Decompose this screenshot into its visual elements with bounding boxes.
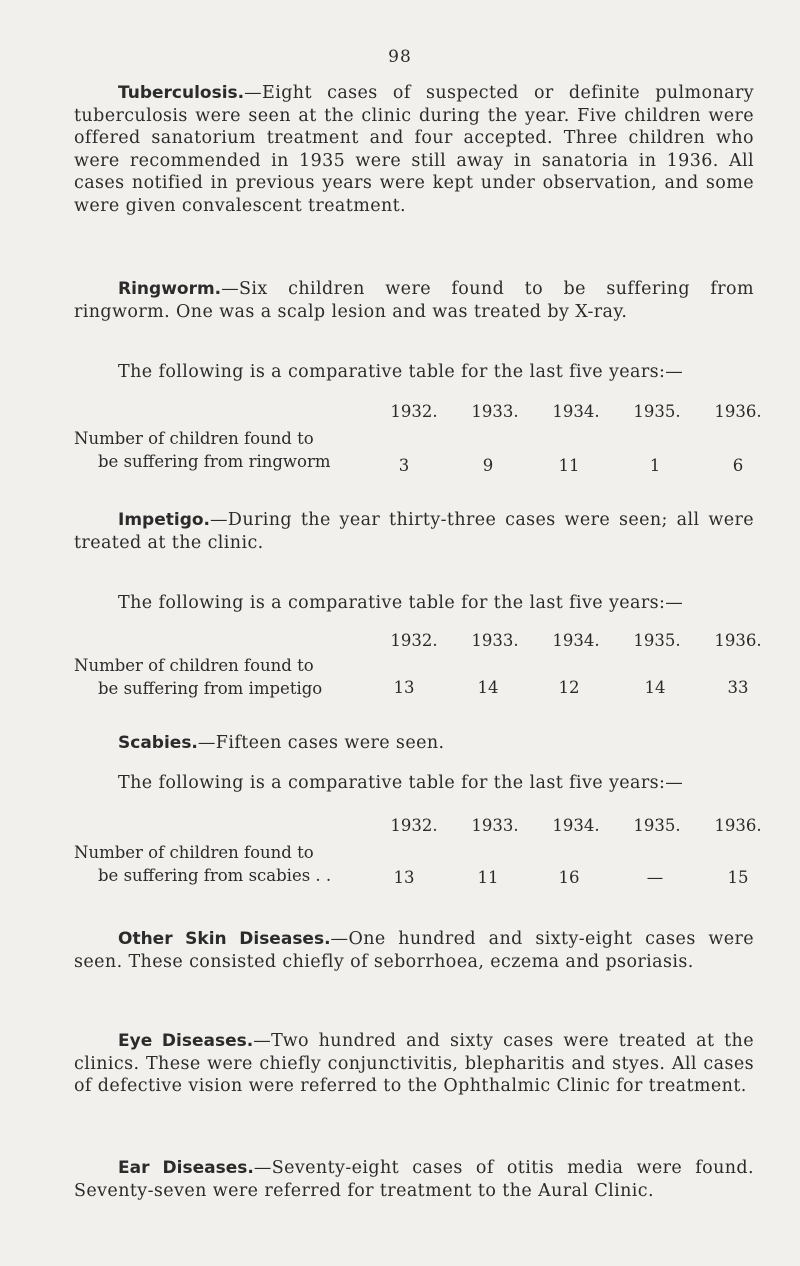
- eye-text: —Two hundred and sixty cases were treated at the clinics. These were chiefly conjunctivitis, blepharitis and styes. All cases of defective vision were referred to the Ophthalmic Clinic for treatment.: [74, 1031, 754, 1096]
- scabies-table-intro: The following is a comparative table for the last five years:—: [118, 773, 684, 793]
- scabies-table: [74, 816, 764, 926]
- ringworm-year-1936: 1936.: [714, 402, 762, 421]
- impetigo-table: [74, 631, 764, 741]
- ear-paragraph: [74, 1157, 754, 1202]
- impetigo-value-1932: 13: [393, 678, 415, 697]
- ringworm-row-label-line2: be suffering from ringworm: [98, 452, 331, 471]
- scabies-value-1932: 13: [393, 868, 415, 887]
- impetigo-heading: Impetigo.: [118, 510, 210, 530]
- ringworm-table-intro: The following is a comparative table for the last five years:—: [118, 362, 684, 382]
- impetigo-year-1934: 1934.: [552, 631, 600, 650]
- scabies-year-1934: 1934.: [552, 816, 600, 835]
- impetigo-row-label-line2: be suffering from impetigo: [98, 679, 323, 698]
- impetigo-year-1933: 1933.: [471, 631, 519, 650]
- impetigo-value-1936: 33: [727, 678, 749, 697]
- scabies-year-1932: 1932.: [390, 816, 438, 835]
- ringworm-row-label: [74, 427, 374, 473]
- ringworm-table: [74, 402, 764, 512]
- ringworm-year-1934: 1934.: [552, 402, 600, 421]
- tuberculosis-text: —Eight cases of suspected or definite pulmonary tuberculosis were seen at the clinic during the year. Five children were offered sanatorium treatment and four accepted. Three children who were recommended in 1935 were still away in sanatoria in 1936. All cases notified in previous years were kept under observation, and some were given convalescent treatment.: [74, 83, 754, 216]
- ringworm-year-1933: 1933.: [471, 402, 519, 421]
- impetigo-value-1934: 12: [558, 678, 580, 697]
- eye-heading: Eye Diseases.: [118, 1031, 254, 1051]
- scabies-text: —Fifteen cases were seen.: [197, 733, 445, 753]
- eye-paragraph: [74, 1030, 754, 1098]
- ringworm-value-1933: 9: [482, 456, 494, 475]
- scabies-year-1933: 1933.: [471, 816, 519, 835]
- ear-text: —Seventy-eight cases of otitis media were found. Seventy-seven were referred for treatment to the Aural Clinic.: [74, 1158, 754, 1201]
- impetigo-value-1935: 14: [644, 678, 666, 697]
- ringworm-paragraph: [74, 278, 754, 323]
- impetigo-value-1933: 14: [477, 678, 499, 697]
- ringworm-text: —Six children were found to be suffering from ringworm. One was a scalp lesion and was treated by X-ray.: [74, 279, 754, 322]
- tuberculosis-heading: Tuberculosis.: [118, 83, 245, 103]
- scabies-row-label: [74, 841, 374, 887]
- scabies-heading: Scabies.: [118, 733, 198, 753]
- impetigo-year-1932: 1932.: [390, 631, 438, 650]
- ringworm-row-label-line1: Number of children found to: [74, 429, 314, 448]
- other-skin-heading: Other Skin Diseases.: [118, 929, 331, 949]
- other-skin-text: —One hundred and sixty-eight cases were seen. These consisted chiefly of seborrhoea, eczema and psoriasis.: [74, 929, 754, 972]
- ringworm-heading: Ringworm.: [118, 279, 222, 299]
- scabies-value-1935: —: [646, 868, 664, 887]
- tuberculosis-paragraph: [74, 82, 754, 217]
- impetigo-row-label-line1: Number of children found to: [74, 656, 314, 675]
- ear-heading: Ear Diseases.: [118, 1158, 254, 1178]
- scabies-year-1936: 1936.: [714, 816, 762, 835]
- ringworm-value-1934: 11: [558, 456, 580, 475]
- ringworm-value-1935: 1: [649, 456, 661, 475]
- impetigo-text: —During the year thirty-three cases were seen; all were treated at the clinic.: [74, 510, 754, 553]
- ringworm-value-1936: 6: [732, 456, 744, 475]
- ringworm-year-1932: 1932.: [390, 402, 438, 421]
- impetigo-year-1936: 1936.: [714, 631, 762, 650]
- page-number: 98: [388, 47, 412, 67]
- scabies-paragraph: [74, 732, 754, 755]
- impetigo-year-1935: 1935.: [633, 631, 681, 650]
- scabies-value-1934: 16: [558, 868, 580, 887]
- scabies-year-1935: 1935.: [633, 816, 681, 835]
- ringworm-value-1932: 3: [398, 456, 410, 475]
- impetigo-paragraph: [74, 509, 754, 554]
- scabies-value-1933: 11: [477, 868, 499, 887]
- scabies-value-1936: 15: [727, 868, 749, 887]
- impetigo-table-intro: The following is a comparative table for the last five years:—: [118, 593, 684, 613]
- impetigo-row-label: [74, 654, 374, 700]
- scabies-row-label-line2: be suffering from scabies . .: [98, 866, 332, 885]
- scabies-row-label-line1: Number of children found to: [74, 843, 314, 862]
- other-skin-paragraph: [74, 928, 754, 973]
- ringworm-year-1935: 1935.: [633, 402, 681, 421]
